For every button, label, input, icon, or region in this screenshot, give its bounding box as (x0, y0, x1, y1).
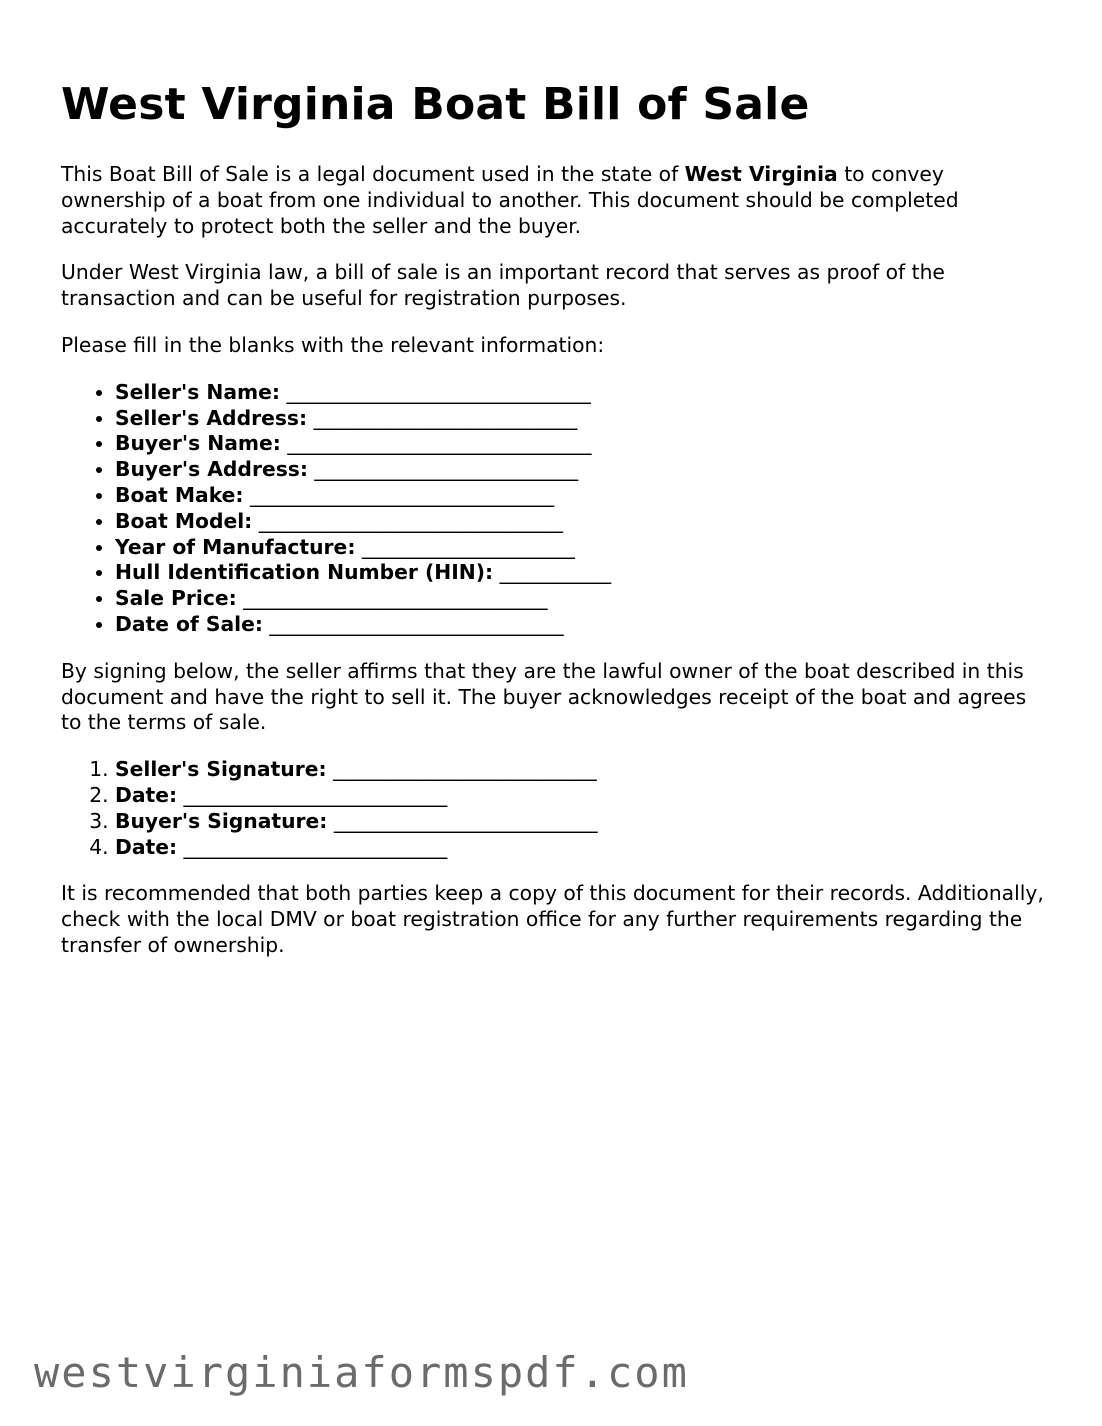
field-blank[interactable]: ______________________________ (258, 508, 563, 533)
closing-paragraph: It is recommended that both parties keep a copy of this document for their records. Additionally, check with the local DMV or boat registration office for any further requirements regarding the transfer of ownership. (61, 881, 1044, 957)
intro-text-after: to convey ownership of a boat from one individual to another. This document should be completed accurately to protect both the seller and the buyer. (61, 162, 959, 238)
signature-blank[interactable]: __________________________ (183, 834, 448, 859)
field-sale-price (115, 586, 1051, 612)
signature-seller (115, 757, 1051, 783)
intro-paragraph (61, 162, 1051, 239)
field-blank[interactable]: ___________ (499, 560, 612, 585)
field-hin (115, 560, 1051, 586)
field-label: Sale Price: (115, 586, 237, 611)
field-label: Date of Sale: (115, 611, 263, 636)
field-blank[interactable]: ______________________________ (249, 482, 555, 507)
signature-label: Date: (115, 834, 178, 859)
affirmation-paragraph: By signing below, the seller affirms that they are the lawful owner of the boat described in this document and have the right to sell it. The buyer acknowledges receipt of the boat and agrees to the terms of sale. (61, 658, 1027, 735)
field-label: Hull Identification Number (HIN): (115, 560, 494, 585)
signature-seller-date (115, 783, 1051, 809)
signature-blank[interactable]: __________________________ (333, 757, 597, 782)
field-boat-make (115, 483, 1051, 509)
intro-state-name: West Virginia (684, 162, 838, 186)
signatures-list (61, 757, 1051, 860)
field-blank[interactable]: _____________________ (361, 534, 575, 559)
signature-blank[interactable]: __________________________ (183, 782, 448, 807)
field-label: Buyer's Address: (115, 457, 308, 482)
signature-label: Seller's Signature: (115, 757, 327, 782)
document-page (61, 78, 1051, 980)
field-label: Boat Model: (115, 508, 253, 533)
signature-buyer-date (115, 835, 1051, 861)
field-blank[interactable]: ______________________________ (243, 586, 548, 611)
law-paragraph: Under West Virginia law, a bill of sale is an important record that serves as proof of the transaction and can be useful for registration purposes. (61, 260, 945, 311)
instructions-paragraph: Please fill in the blanks with the relevant information: (61, 332, 605, 357)
field-buyers-address (115, 457, 1051, 483)
signature-label: Buyer's Signature: (115, 808, 328, 833)
watermark: westvirginiaformspdf.com (34, 1348, 689, 1397)
field-blank[interactable]: ______________________________ (286, 379, 591, 404)
intro-text-before: This Boat Bill of Sale is a legal document used in the state of (61, 162, 685, 186)
field-blank[interactable]: ______________________________ (287, 431, 592, 456)
field-sellers-address (115, 406, 1051, 432)
field-label: Boat Make: (115, 482, 244, 507)
field-blank[interactable]: __________________________ (314, 457, 579, 482)
signature-label: Date: (115, 782, 178, 807)
field-date-of-sale (115, 612, 1051, 638)
document-title: West Virginia Boat Bill of Sale (61, 79, 810, 130)
fields-list (61, 380, 1051, 638)
field-boat-model (115, 509, 1051, 535)
field-blank[interactable]: _____________________________ (269, 611, 564, 636)
signature-buyer (115, 809, 1051, 835)
field-blank[interactable]: __________________________ (313, 405, 578, 430)
field-year-of-manufacture (115, 535, 1051, 561)
field-label: Buyer's Name: (115, 431, 281, 456)
signature-blank[interactable]: __________________________ (333, 808, 598, 833)
field-buyers-name (115, 431, 1051, 457)
field-label: Seller's Name: (115, 379, 281, 404)
field-label: Year of Manufacture: (115, 534, 356, 559)
field-sellers-name (115, 380, 1051, 406)
field-label: Seller's Address: (115, 405, 308, 430)
